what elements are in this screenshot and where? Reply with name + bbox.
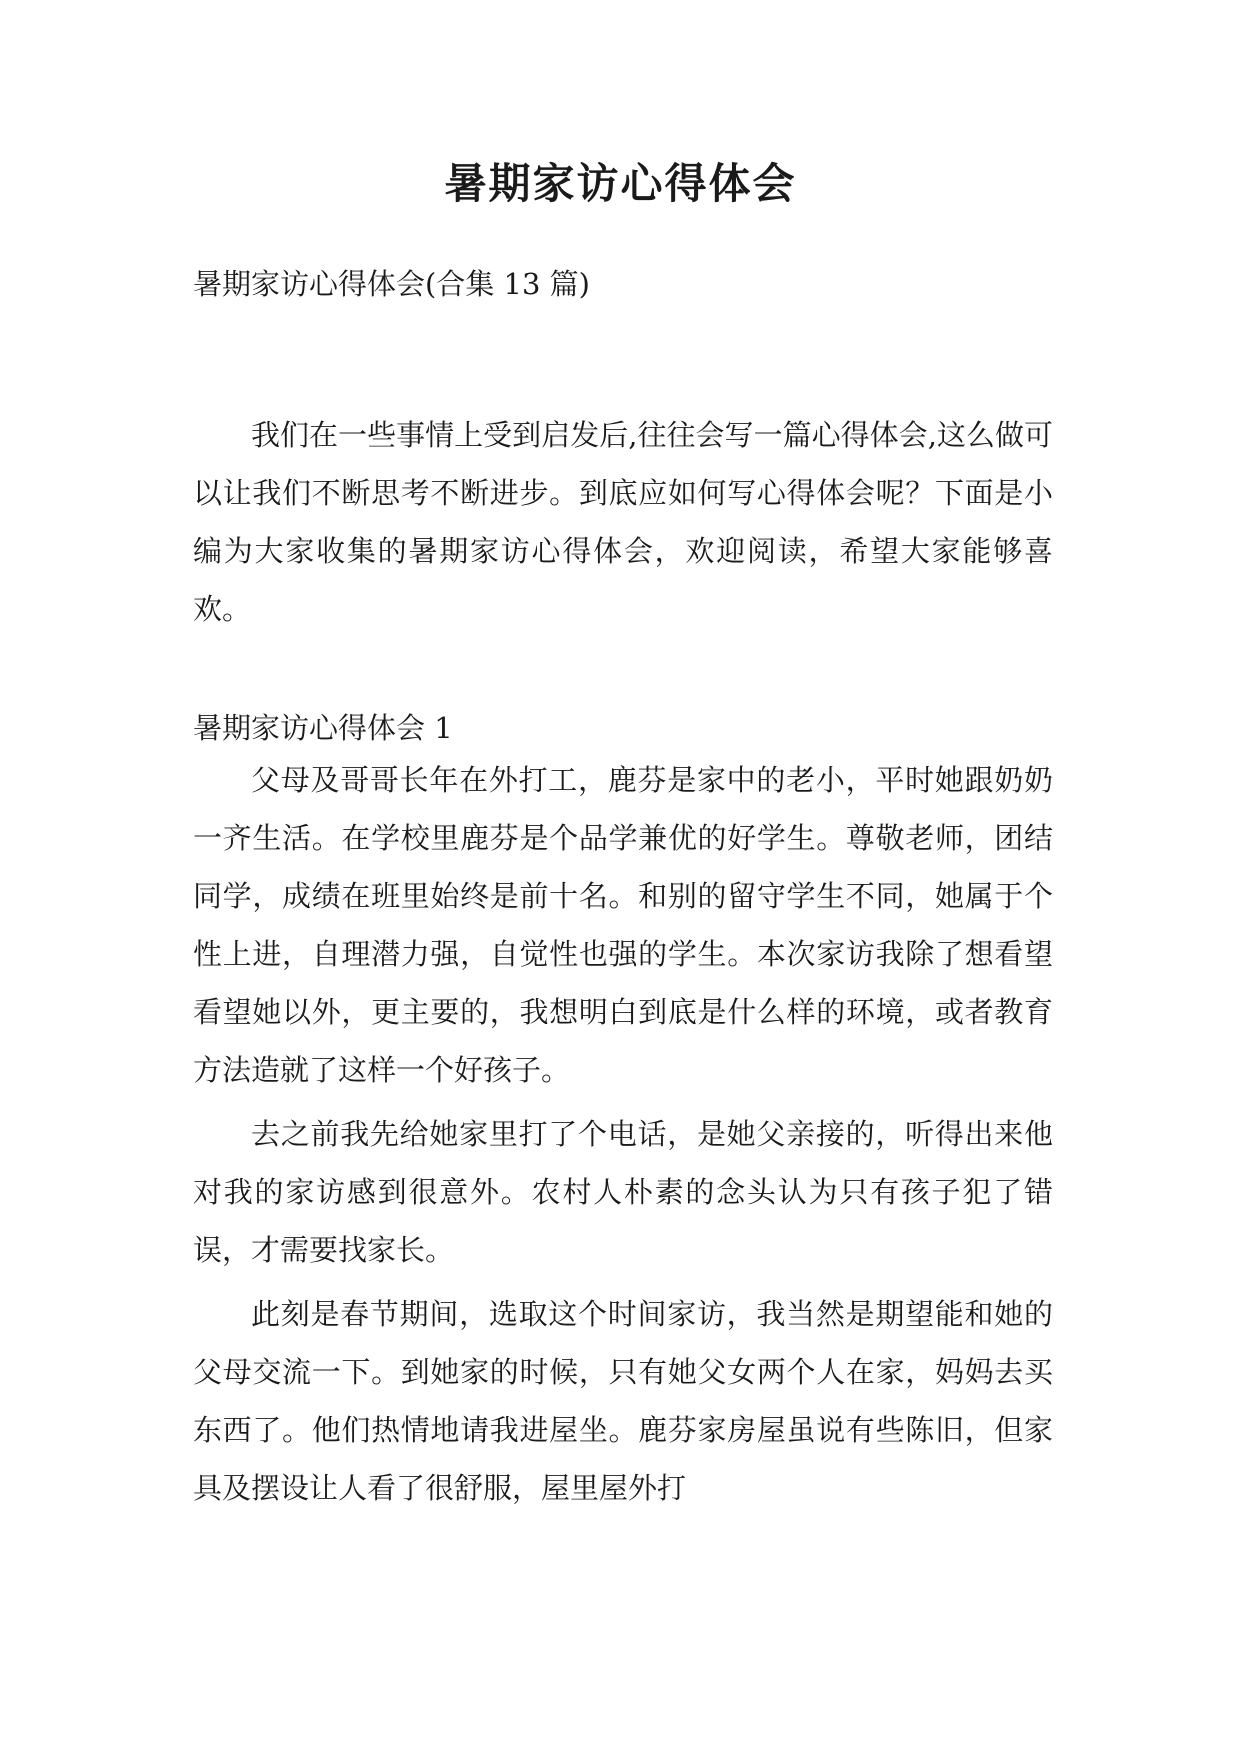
intro-block: [193, 406, 1053, 638]
intro-paragraph: 我们在一些事情上受到启发后,往往会写一篇心得体会,这么做可以让我们不断思考不断进步。到底应如何写心得体会呢？下面是小编为大家收集的暑期家访心得体会，欢迎阅读，希望大家能够喜欢。: [193, 418, 1053, 626]
section-paragraph: 去之前我先给她家里打了个电话，是她父亲接的，听得出来他对我的家访感到很意外。农村人朴素的念头认为只有孩子犯了错误，才需要找家长。: [193, 1117, 1053, 1267]
section-paragraph: 此刻是春节期间，选取这个时间家访，我当然是期望能和她的父母交流一下。到她家的时候，只有她父女两个人在家，妈妈去买东西了。他们热情地请我进屋坐。鹿芬家房屋虽说有些陈旧，但家具及摆设让人看了很舒服，屋里屋外打: [193, 1297, 1053, 1505]
section-body: [193, 751, 1053, 1517]
document-subtitle: 暑期家访心得体会(合集 13 篇): [193, 267, 590, 301]
document-title: 暑期家访心得体会: [444, 159, 797, 208]
section-paragraph: 父母及哥哥长年在外打工，鹿芬是家中的老小，平时她跟奶奶一齐生活。在学校里鹿芬是个品学兼优的好学生。尊敬老师，团结同学，成绩在班里始终是前十名。和别的留守学生不同，她属于个性上进，自理潜力强，自觉性也强的学生。本次家访我除了想看望看望她以外，更主要的，我想明白到底是什么样的环境，或者教育方法造就了这样一个好孩子。: [193, 763, 1053, 1087]
section-heading: 暑期家访心得体会 1: [193, 711, 453, 745]
